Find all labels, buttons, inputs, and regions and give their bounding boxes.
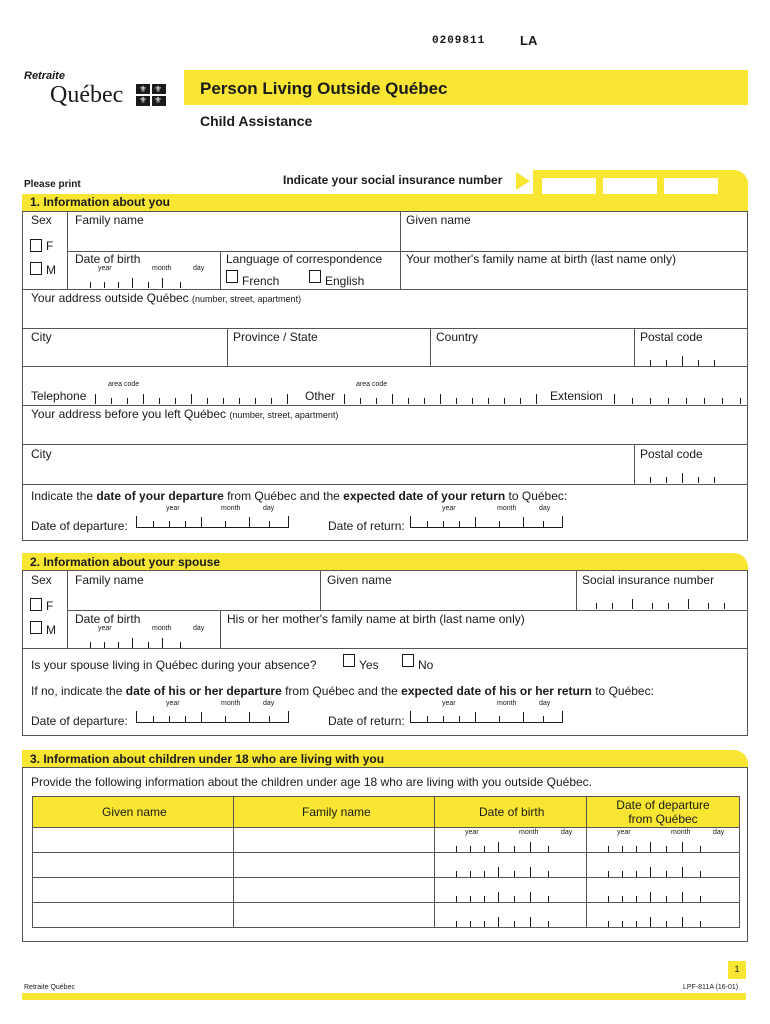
given-name-label: Given name	[406, 213, 471, 227]
page-number: 1	[734, 964, 740, 974]
sex-m-label: M	[46, 263, 56, 277]
date-return-field[interactable]	[410, 516, 563, 528]
dob-field[interactable]	[80, 276, 210, 288]
spouse-dep-month-label: month	[221, 700, 241, 707]
area-code-label-1: area code	[108, 381, 140, 388]
sin-prompt: Indicate your social insurance number	[283, 173, 503, 187]
sex-f-checkbox[interactable]	[30, 239, 42, 252]
area-code-label-2: area code	[356, 381, 388, 388]
form-code-suffix: LA	[520, 33, 538, 48]
child-row-2-departure[interactable]	[602, 867, 732, 877]
postal-code-label: Postal code	[640, 330, 703, 344]
telephone-field[interactable]	[95, 392, 300, 404]
page-subtitle: Child Assistance	[200, 113, 313, 129]
spouse-date-return-field[interactable]	[410, 711, 563, 723]
spouse-sex-f-label: F	[46, 599, 54, 613]
telephone-label: Telephone	[31, 389, 87, 403]
sex-f-label: F	[46, 239, 54, 253]
french-checkbox[interactable]	[226, 270, 238, 283]
spouse-sin-field[interactable]	[596, 599, 740, 609]
spouse-ret-day-label: day	[539, 700, 551, 707]
section-2-box	[22, 570, 748, 736]
col-departure-2: from Québec	[628, 812, 698, 826]
fleur-de-lis-flag-icon: ⚜ ⚜ ⚜ ⚜	[136, 84, 166, 106]
footer-bar	[22, 993, 746, 1000]
postal-code2-field[interactable]	[650, 473, 740, 483]
form-code: 0209811	[432, 35, 486, 47]
footer-left: Retraite Québec	[24, 984, 75, 991]
col-date-of-birth: Date of birth	[479, 805, 545, 819]
spouse-mother-name-label: His or her mother's family name at birth (last name only)	[227, 612, 525, 626]
dep-year-label: year	[166, 505, 180, 512]
extension-field[interactable]	[614, 392, 744, 404]
address-label: Your address outside Québec (number, street, apartment)	[31, 291, 302, 305]
child-dep-month-label: month	[671, 829, 691, 836]
child-dep-day-label: day	[713, 829, 725, 836]
dep-day-label: day	[263, 505, 275, 512]
departure-instructions: Indicate the date of your departure from Québec and the expected date of your return to Québec:	[31, 489, 568, 503]
dob-year-label: year	[98, 265, 112, 272]
spouse-living-no-label: No	[418, 658, 434, 672]
postal-code-field[interactable]	[650, 356, 740, 366]
child-dob-month-label: month	[519, 829, 539, 836]
sex-label: Sex	[31, 213, 52, 227]
child-dep-year-label: year	[617, 829, 631, 836]
dob-month-label: month	[152, 265, 172, 272]
french-label: French	[242, 274, 280, 288]
spouse-date-departure-field[interactable]	[136, 711, 289, 723]
col-departure-1: Date of departure	[616, 798, 710, 812]
address-before-label: Your address before you left Québec (number, street, apartment)	[31, 407, 339, 421]
ret-month-label: month	[497, 505, 517, 512]
date-departure-field[interactable]	[136, 516, 289, 528]
extension-label: Extension	[550, 389, 603, 403]
spouse-family-name-label: Family name	[75, 573, 144, 587]
child-dob-year-label: year	[465, 829, 479, 836]
spouse-ret-month-label: month	[497, 700, 517, 707]
city2-label: City	[31, 447, 52, 461]
dob-label: Date of birth	[75, 252, 141, 266]
spouse-sex-f-checkbox[interactable]	[30, 598, 42, 611]
col-family-name: Family name	[302, 805, 371, 819]
spouse-date-departure-label: Date of departure:	[31, 714, 128, 728]
other-phone-label: Other	[305, 389, 336, 403]
section-3-title: 3. Information about children under 18 who are living with you	[30, 752, 385, 766]
please-print: Please print	[24, 179, 81, 190]
dob-day-label: day	[193, 265, 205, 272]
section-2-title: 2. Information about your spouse	[30, 555, 221, 569]
ret-day-label: day	[539, 505, 551, 512]
section-3-intro: Provide the following information about the children under age 18 who are living with you outside Québec.	[31, 775, 593, 789]
child-row-1-departure[interactable]	[602, 842, 732, 852]
retraite-quebec-logo: Retraite Québec ⚜ ⚜ ⚜ ⚜	[24, 70, 174, 110]
child-row-4-dob[interactable]	[450, 917, 580, 927]
child-row-3-departure[interactable]	[602, 892, 732, 902]
page-title: Person Living Outside Québec	[200, 79, 448, 98]
section-1-title: 1. Information about you	[30, 195, 170, 209]
spouse-sex-label: Sex	[31, 573, 52, 587]
child-row-3-dob[interactable]	[450, 892, 580, 902]
child-row-2-dob[interactable]	[450, 867, 580, 877]
postal-code2-label: Postal code	[640, 447, 703, 461]
province-label: Province / State	[233, 330, 318, 344]
spouse-sex-m-checkbox[interactable]	[30, 621, 42, 634]
spouse-sex-m-label: M	[46, 623, 56, 637]
date-departure-label: Date of departure:	[31, 519, 128, 533]
spouse-living-yes-checkbox[interactable]	[343, 654, 355, 667]
spouse-sin-label: Social insurance number	[582, 573, 715, 587]
date-return-label: Date of return:	[328, 519, 405, 533]
country-label: Country	[436, 330, 479, 344]
spouse-dob-label: Date of birth	[75, 612, 141, 626]
spouse-living-no-checkbox[interactable]	[402, 654, 414, 667]
language-label: Language of correspondence	[226, 252, 383, 266]
spouse-dep-year-label: year	[166, 700, 180, 707]
spouse-departure-instructions: If no, indicate the date of his or her departure from Québec and the expected date of his or her return to Québec:	[31, 684, 654, 698]
spouse-dob-year-label: year	[98, 625, 112, 632]
english-label: English	[325, 274, 365, 288]
sex-m-checkbox[interactable]	[30, 262, 42, 275]
spouse-living-yes-label: Yes	[359, 658, 379, 672]
other-phone-field[interactable]	[344, 392, 544, 404]
dep-month-label: month	[221, 505, 241, 512]
child-row-4-departure[interactable]	[602, 917, 732, 927]
english-checkbox[interactable]	[309, 270, 321, 283]
spouse-dep-day-label: day	[263, 700, 275, 707]
footer-form-number: LPF-811A (16-01)	[683, 984, 739, 991]
spouse-living-question: Is your spouse living in Québec during your absence?	[31, 658, 317, 672]
spouse-given-name-label: Given name	[327, 573, 392, 587]
child-dob-day-label: day	[561, 829, 573, 836]
col-given-name: Given name	[102, 805, 167, 819]
spouse-date-return-label: Date of return:	[328, 714, 405, 728]
city-label: City	[31, 330, 52, 344]
spouse-dob-field[interactable]	[80, 636, 210, 648]
arrow-right-icon	[516, 172, 530, 190]
spouse-dob-day-label: day	[193, 625, 205, 632]
spouse-dob-month-label: month	[152, 625, 172, 632]
spouse-ret-year-label: year	[442, 700, 456, 707]
mother-name-label: Your mother's family name at birth (last name only)	[406, 252, 676, 266]
family-name-label: Family name	[75, 213, 144, 227]
child-row-1-dob[interactable]	[450, 842, 580, 852]
ret-year-label: year	[442, 505, 456, 512]
